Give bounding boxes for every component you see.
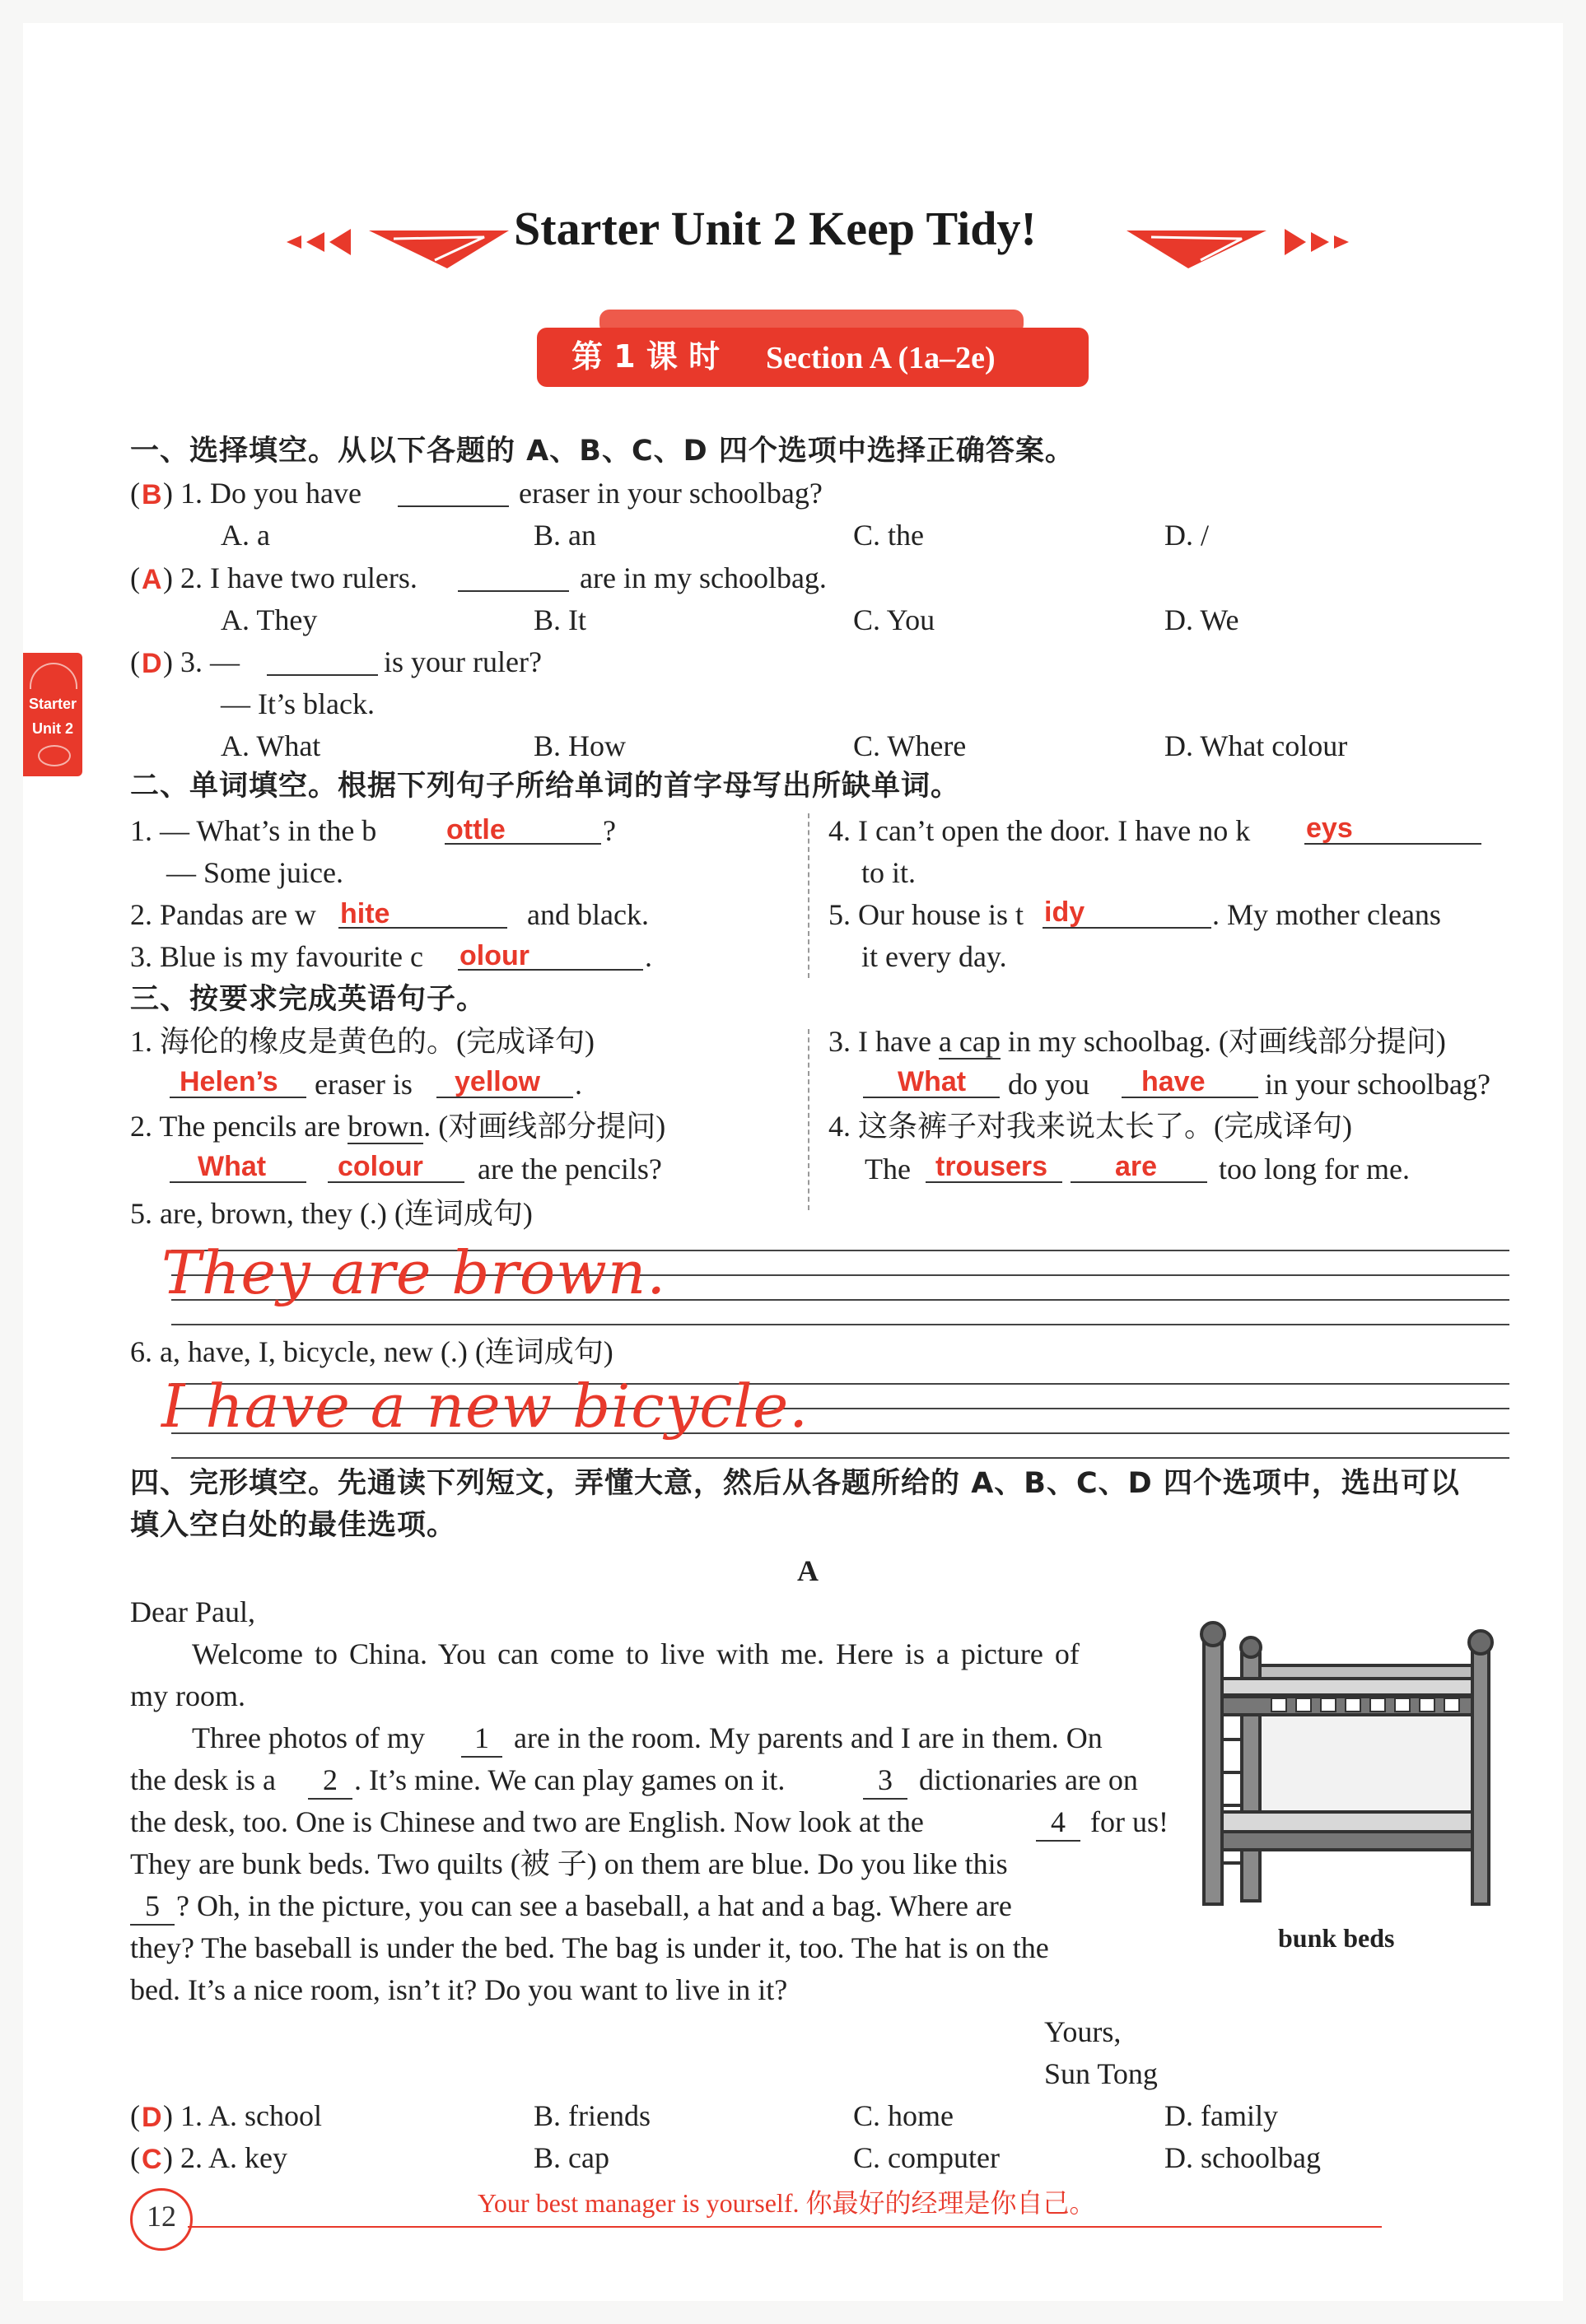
swirl-icon <box>38 745 71 766</box>
p1-q3-open: ( <box>130 645 140 678</box>
p2-q1-reply: — Some juice. <box>166 856 343 889</box>
p1-q1-answer: B <box>142 479 162 510</box>
p4-q1-answer: D <box>142 2102 162 2133</box>
letter-line: Three photos of my <box>192 1721 425 1754</box>
p4-q2-stem: ) 2. A. key <box>163 2141 287 2174</box>
p3-q2-answer1: What <box>198 1151 267 1182</box>
p2-q3-answer: olour <box>459 940 529 971</box>
p3-q6-answer: I have a new bicycle. <box>161 1372 809 1441</box>
footer-rule <box>188 2226 1382 2228</box>
bunk-bed-image <box>1192 1616 1505 1912</box>
letter-line: They are bunk beds. Two quilts (被 子) on them are blue. Do you like this <box>130 1847 1008 1880</box>
p3-q4-text: 4. 这条裤子对我来说太长了。(完成译句) <box>828 1110 1352 1143</box>
right-arrows-decoration <box>1127 214 1365 272</box>
p1-q3-stem-b: is your ruler? <box>384 645 542 678</box>
p3-q3-end: in your schoolbag? <box>1265 1068 1490 1101</box>
p4-q1-opt-c: C. home <box>853 2099 954 2132</box>
letter-line: the desk, too. One is Chinese and two are English. Now look at the <box>130 1805 924 1838</box>
p2-q1-end: ? <box>603 814 616 847</box>
letter-line: bed. It’s a nice room, isn’t it? Do you want to live in it? <box>130 1973 788 2006</box>
p3-q4-pre: The <box>865 1153 911 1185</box>
p1-q1-open: ( <box>130 477 140 510</box>
p2-q3-text: 3. Blue is my favourite c <box>130 940 423 973</box>
letter-closing: Yours, <box>1044 2015 1122 2048</box>
letter-signature: Sun Tong <box>1044 2057 1158 2090</box>
p1-q2-opt-c: C. You <box>853 603 935 636</box>
p1-q3-opt-a: A. What <box>221 729 321 762</box>
p1-q3-stem-a: ) 3. — <box>163 645 240 678</box>
p3-q1-text: 1. 海伦的橡皮是黄色的。(完成译句) <box>130 1025 595 1058</box>
p3-q4-answer2: are <box>1115 1151 1158 1182</box>
cloze-blank-1: 1 <box>461 1720 502 1758</box>
tab-line2: Unit 2 <box>31 720 73 737</box>
letter-line: for us! <box>1090 1805 1169 1838</box>
p2-q2-end: and black. <box>527 898 649 931</box>
cloze-blank-2: 2 <box>308 1762 352 1800</box>
cloze-blank-5: 5 <box>130 1888 175 1926</box>
writing-line <box>171 1457 1509 1459</box>
letter-line: . It’s mine. We can play games on it. <box>354 1763 786 1796</box>
page-title: Starter Unit 2 Keep Tidy! <box>514 202 1037 255</box>
letter-line: ? Oh, in the picture, you can see a baseball, a hat and a bag. Where are <box>176 1889 1012 1922</box>
p4-q2-answer: C <box>142 2144 162 2175</box>
p3-q3-answer2: have <box>1141 1066 1206 1097</box>
passage-label: A <box>797 1554 819 1587</box>
p3-q5-answer: They are brown. <box>161 1238 667 1307</box>
p4-q1-opt-b: B. friends <box>534 2099 651 2132</box>
p1-q2-opt-a: A. They <box>221 603 318 636</box>
p3-q6-text: 6. a, have, I, bicycle, new (.) (连词成句) <box>130 1335 613 1368</box>
p1-q3-opt-b: B. How <box>534 729 627 762</box>
writing-line <box>171 1324 1509 1325</box>
p4-q1-stem: ) 1. A. school <box>163 2099 322 2132</box>
column-divider-2 <box>808 1029 809 1210</box>
p2-q5-text: 5. Our house is t <box>828 898 1024 931</box>
p2-q1-text: 1. — What’s in the b <box>130 814 377 847</box>
wing-icon <box>30 663 77 689</box>
letter-line: they? The baseball is under the bed. The bag is under it, too. The hat is on the <box>130 1931 1049 1964</box>
p3-q1-mid: eraser is <box>315 1068 413 1101</box>
p4-q2-opt-b: B. cap <box>534 2141 609 2174</box>
p3-q2-text: 2. The pencils are brown. (对画线部分提问) <box>130 1110 666 1143</box>
p4-q2-opt-d: D. schoolbag <box>1164 2141 1321 2174</box>
p4-q1-opt-d: D. family <box>1164 2099 1278 2132</box>
p3-q1-answer2: yellow <box>455 1066 540 1097</box>
p1-q2-opt-b: B. It <box>534 603 587 636</box>
p3-q5-text: 5. are, brown, they (.) (连词成句) <box>130 1197 533 1230</box>
image-caption: bunk beds <box>1278 1923 1395 1953</box>
p1-q2-stem-b: are in my schoolbag. <box>580 561 827 594</box>
p2-q4-answer: eys <box>1306 813 1353 844</box>
p1-q1-opt-a: A. a <box>221 519 270 552</box>
letter-line: are in the room. My parents and I are in them. On <box>514 1721 1103 1754</box>
p1-q3-opt-d: D. What colour <box>1164 729 1348 762</box>
part4-heading-line1: 四、完形填空。先通读下列短文，弄懂大意，然后从各题所给的 A、B、C、D 四个选项中，选出可以 <box>130 1467 1460 1500</box>
section-banner <box>537 328 1089 387</box>
letter-line: the desk is a <box>130 1763 276 1796</box>
p3-q4-answer1: trousers <box>935 1151 1048 1182</box>
letter-line: dictionaries are on <box>919 1763 1138 1796</box>
p1-q1-stem-a: ) 1. Do you have <box>163 477 362 510</box>
page-number: 12 <box>147 2200 176 2233</box>
p1-q1-opt-d: D. / <box>1164 519 1209 552</box>
section-label: Section A (1a–2e) <box>766 341 996 375</box>
part4-heading-line2: 填入空白处的最佳选项。 <box>130 1509 457 1542</box>
p1-q2-open: ( <box>130 561 140 594</box>
p1-q2-blank <box>458 590 569 592</box>
p3-q3-text: 3. I have a cap in my schoolbag. (对画线部分提问) <box>828 1025 1446 1058</box>
p2-q2-text: 2. Pandas are w <box>130 898 316 931</box>
p1-q2-opt-d: D. We <box>1164 603 1239 636</box>
p3-q4-end: too long for me. <box>1219 1153 1410 1185</box>
cloze-blank-3: 3 <box>863 1762 907 1800</box>
p3-q3-answer1: What <box>898 1066 967 1097</box>
p3-q2-underlined: brown <box>348 1110 424 1143</box>
p1-q2-answer: A <box>142 564 162 595</box>
cloze-blank-4: 4 <box>1036 1804 1080 1842</box>
p3-q1-end: . <box>575 1068 582 1101</box>
p2-q1-answer: ottle <box>446 814 506 845</box>
unit-side-tab <box>23 653 82 776</box>
p3-q3-mid: do you <box>1008 1068 1089 1101</box>
part2-heading: 二、单词填空。根据下列句子所给单词的首字母写出所缺单词。 <box>130 770 961 803</box>
p1-q3-blank <box>267 674 378 676</box>
p1-q3-stem-c: — It’s black. <box>221 687 375 720</box>
tab-line1: Starter <box>28 696 77 712</box>
lesson-label: 第 1 课 时 <box>571 338 721 375</box>
p3-q3-underlined: a cap <box>938 1025 1001 1058</box>
p2-q5-end: . My mother cleans <box>1212 898 1441 931</box>
p2-q2-answer: hite <box>340 898 390 929</box>
p1-q3-answer: D <box>142 648 162 679</box>
left-arrows-decoration <box>270 214 509 272</box>
p3-q1-answer1: Helen’s <box>180 1066 278 1097</box>
p1-q1-blank <box>398 505 509 507</box>
p4-q2-opt-c: C. computer <box>853 2141 1000 2174</box>
p4-q2-open: ( <box>130 2141 140 2174</box>
p2-q4-cont: to it. <box>861 856 917 889</box>
p1-q3-opt-c: C. Where <box>853 729 967 762</box>
p2-q5-answer: idy <box>1044 897 1085 928</box>
letter-line: Welcome to China. You can come to live with me. Here is a picture of <box>192 1637 1080 1670</box>
p1-q1-stem-b: eraser in your schoolbag? <box>519 477 823 510</box>
p4-q1-open: ( <box>130 2099 140 2132</box>
letter-greeting: Dear Paul, <box>130 1595 255 1628</box>
p3-q2-answer2: colour <box>338 1151 423 1182</box>
part3-heading: 三、按要求完成英语句子。 <box>130 983 487 1016</box>
workbook-page <box>23 23 1563 2301</box>
p2-q3-end: . <box>645 940 652 973</box>
p2-q5-cont: it every day. <box>861 940 1007 973</box>
letter-line: my room. <box>130 1679 245 1712</box>
p1-q1-opt-c: C. the <box>853 519 924 552</box>
part1-heading: 一、选择填空。从以下各题的 A、B、C、D 四个选项中选择正确答案。 <box>130 435 1075 468</box>
p1-q2-stem-a: ) 2. I have two rulers. <box>163 561 417 594</box>
p1-q1-opt-b: B. an <box>534 519 596 552</box>
column-divider <box>808 813 809 978</box>
footer-motto: Your best manager is yourself. 你最好的经理是你自己。 <box>478 2188 1096 2218</box>
p3-q2-end: are the pencils? <box>478 1153 662 1185</box>
p2-q4-text: 4. I can’t open the door. I have no k <box>828 814 1251 847</box>
